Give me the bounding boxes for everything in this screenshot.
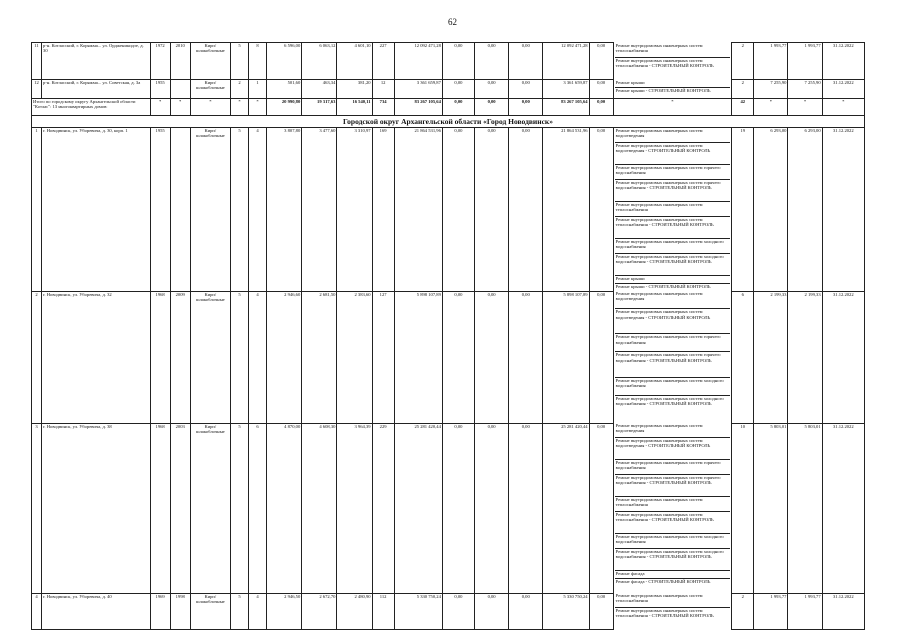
- work-item: Ремонт внутридомовых инженерных систем холодного водоснабжения - СТРОИТЕЛЬНЫЙ КОНТРОЛЬ: [615, 254, 731, 276]
- work-item: Ремонт внутридомовых инженерных систем водоотведения - СТРОИТЕЛЬНЫЙ КОНТРОЛЬ: [615, 309, 731, 334]
- work-item: Ремонт внутридомовых инженерных систем водоотведения - СТРОИТЕЛЬНЫЙ КОНТРОЛЬ: [615, 438, 731, 460]
- cost-total-cell: 12 092 471,28: [394, 43, 442, 80]
- limit-cost-cell: 6 293,00: [788, 128, 822, 292]
- cost-region-cell: 0,00: [475, 423, 509, 593]
- work-item: Ремонт внутридомовых инженерных систем теплоснабжения - СТРОИТЕЛЬНЫЙ КОНТРОЛЬ: [615, 57, 714, 68]
- city-header-text: Городской округ Архангельской области «Город Новодвинск»: [32, 116, 865, 128]
- residents-cell: 169: [372, 128, 394, 292]
- address-cell: р-н. Котласский, г. Коряжма... ул. Советская, д. 3а: [42, 80, 151, 99]
- works-count-cell: 2: [732, 43, 754, 80]
- row-number-cell: 1: [32, 128, 42, 292]
- unit-cost-cell: 1 993,77: [754, 43, 788, 80]
- floors-cell: 2: [230, 80, 248, 99]
- row-number-cell: 12: [32, 80, 42, 99]
- floors-cell: 5: [230, 291, 248, 423]
- city-section-header: [32, 116, 865, 128]
- entrances-cell: 6: [249, 423, 267, 593]
- deadline-cell: 31.12.2022: [822, 423, 864, 593]
- cost-municipal-cell: 0,00: [509, 80, 543, 99]
- works-count-cell: 2: [732, 80, 754, 99]
- build-year-cell: 1968: [150, 423, 170, 593]
- table-row: [32, 423, 865, 593]
- works-list: [613, 43, 732, 80]
- cost-other-cell: 0,00: [589, 43, 613, 80]
- address-cell: г. Новодвинск, ул. Уборевича, д. 38: [42, 423, 151, 593]
- works-count-cell: 6: [732, 291, 754, 423]
- works-list: [613, 291, 732, 423]
- work-item: Ремонт крыши: [615, 276, 731, 284]
- cost-owners-cell: 12 092 471,28: [543, 43, 589, 80]
- premises-area-cell: 4 608,30: [302, 423, 337, 593]
- wall-material-cell: Кирп/ шлакоблочные: [190, 80, 230, 99]
- unit-cost-cell: 5 803,01: [754, 423, 788, 593]
- cost-municipal-cell: 0,00: [509, 128, 543, 292]
- work-item: Ремонт крыши - СТРОИТЕЛЬНЫЙ КОНТРОЛЬ: [615, 284, 711, 289]
- row-number-cell: 2: [32, 291, 42, 423]
- residents-cell: 12: [372, 80, 394, 99]
- residents-cell: 112: [372, 593, 394, 629]
- cost-region-cell: 0,00: [475, 291, 509, 423]
- floors-cell: 5: [230, 128, 248, 292]
- work-item: Ремонт внутридомовых инженерных систем теплоснабжения: [615, 497, 731, 512]
- last-repair-year-cell: [170, 128, 190, 292]
- cost-fund-cell: 0,00: [442, 128, 474, 292]
- residents-cell: 227: [372, 43, 394, 80]
- total-area-cell: 2 946,60: [267, 291, 302, 423]
- entrances-cell: 1: [249, 80, 267, 99]
- limit-cost-cell: 1 993,77: [788, 593, 822, 629]
- unit-cost-cell: 1 993,77: [754, 593, 788, 629]
- cost-fund-cell: 0,00: [442, 423, 474, 593]
- work-item: Ремонт внутридомовых инженерных систем холодного водоснабжения: [615, 534, 731, 549]
- cost-municipal-cell: 0,00: [509, 43, 543, 80]
- cost-fund-cell: 0,00: [442, 291, 474, 423]
- residents-cell: 229: [372, 423, 394, 593]
- works-list: [613, 128, 732, 292]
- wall-material-cell: Кирп/ шлакоблочные: [190, 593, 230, 629]
- work-item: Ремонт внутридомовых инженерных систем водоотведения - СТРОИТЕЛЬНЫЙ КОНТРОЛЬ: [615, 143, 731, 165]
- deadline-cell: 31.12.2022: [822, 80, 864, 99]
- works-list: [613, 80, 732, 99]
- cost-other-cell: 0,00: [589, 80, 613, 99]
- work-item: Ремонт внутридомовых инженерных систем теплоснабжения: [615, 43, 731, 58]
- cost-owners-cell: 21 864 531,96: [543, 128, 589, 292]
- table-row: [32, 291, 865, 423]
- unit-cost-cell: 6 293,00: [754, 128, 788, 292]
- premises-area-cell: 2 681,50: [302, 291, 337, 423]
- wall-material-cell: Кирп/ шлакоблочные: [190, 43, 230, 80]
- cost-fund-cell: 0,00: [442, 80, 474, 99]
- cost-region-cell: 0,00: [475, 80, 509, 99]
- work-item: Ремонт крыши - СТРОИТЕЛЬНЫЙ КОНТРОЛЬ: [615, 88, 711, 93]
- floors-cell: 5: [230, 423, 248, 593]
- last-repair-year-cell: [170, 80, 190, 99]
- limit-cost-cell: 7 255,90: [788, 80, 822, 99]
- total-area-cell: 3 807,80: [267, 128, 302, 292]
- cost-total-cell: 3 361 659,87: [394, 80, 442, 99]
- premises-area-cell: 463,34: [302, 80, 337, 99]
- work-item: Ремонт фасада: [615, 571, 731, 579]
- build-year-cell: 1955: [150, 80, 170, 99]
- wall-material-cell: Кирп/ шлакоблочные: [190, 423, 230, 593]
- residential-area-cell: 2 383,60: [337, 291, 372, 423]
- residential-area-cell: 3 964,39: [337, 423, 372, 593]
- deadline-cell: 31.12.2022: [822, 593, 864, 629]
- residential-area-cell: 381,20: [337, 80, 372, 99]
- last-repair-year-cell: 2009: [170, 291, 190, 423]
- total-area-cell: 2 946,50: [267, 593, 302, 629]
- unit-cost-cell: 2 199,33: [754, 291, 788, 423]
- address-cell: р-н. Котласский, г. Коряжма... ул. Ордженикидзе, д. 30: [42, 43, 151, 80]
- page-number: 62: [448, 17, 457, 27]
- floors-cell: 5: [230, 43, 248, 80]
- work-item: Ремонт внутридомовых инженерных систем горячего водоснабжения - СТРОИТЕЛЬНЫЙ КОНТРОЛЬ: [615, 180, 731, 202]
- total-area-cell: 6 596,00: [267, 43, 302, 80]
- last-repair-year-cell: 2010: [170, 43, 190, 80]
- wall-material-cell: Кирп/ шлакоблочные: [190, 128, 230, 292]
- premises-area-cell: 2 672,70: [302, 593, 337, 629]
- address-cell: г. Новодвинск, ул. Уборевича, д. 30, корп. 1: [42, 128, 151, 292]
- build-year-cell: 1972: [150, 43, 170, 80]
- work-item: Ремонт внутридомовых инженерных систем водоотведения: [615, 128, 731, 143]
- works-count-cell: 2: [732, 593, 754, 629]
- cost-owners-cell: 25 281 420,44: [543, 423, 589, 593]
- work-item: Ремонт внутридомовых инженерных систем горячего водоснабжения - СТРОИТЕЛЬНЫЙ КОНТРОЛЬ: [615, 475, 731, 497]
- cost-owners-cell: 5 330 750,24: [543, 593, 589, 629]
- premises-area-cell: 3 477,60: [302, 128, 337, 292]
- deadline-cell: 31.12.2022: [822, 128, 864, 292]
- work-item: Ремонт внутридомовых инженерных систем горячего водоснабжения: [615, 165, 731, 180]
- work-item: Ремонт внутридомовых инженерных систем теплоснабжения - СТРОИТЕЛЬНЫЙ КОНТРОЛЬ: [615, 217, 731, 239]
- work-item: Ремонт внутридомовых инженерных систем горячего водоснабжения: [615, 460, 731, 475]
- work-item: Ремонт внутридомовых инженерных систем горячего водоснабжения: [615, 334, 731, 352]
- build-year-cell: 1955: [150, 128, 170, 292]
- address-cell: г. Новодвинск, ул. Уборевича, д. 40: [42, 593, 151, 629]
- cost-total-cell: 5 898 107,89: [394, 291, 442, 423]
- residential-area-cell: 2 480,90: [337, 593, 372, 629]
- cost-other-cell: 0,00: [589, 423, 613, 593]
- work-item: Ремонт внутридомовых инженерных систем холодного водоснабжения - СТРОИТЕЛЬНЫЙ КОНТРОЛЬ: [615, 549, 731, 571]
- residents-cell: 127: [372, 291, 394, 423]
- cost-total-cell: 25 281 420,44: [394, 423, 442, 593]
- work-item: Ремонт внутридомовых инженерных систем водоотведения: [615, 423, 731, 438]
- cost-other-cell: 0,00: [589, 291, 613, 423]
- works-count-cell: 19: [732, 128, 754, 292]
- cost-other-cell: 0,00: [589, 593, 613, 629]
- work-item: Ремонт крыши: [615, 80, 731, 89]
- cost-municipal-cell: 0,00: [509, 291, 543, 423]
- table-row: [32, 80, 865, 99]
- limit-cost-cell: 5 803,01: [788, 423, 822, 593]
- row-number-cell: 11: [32, 43, 42, 80]
- entrances-cell: 4: [249, 593, 267, 629]
- total-area-cell: 4 870,00: [267, 423, 302, 593]
- work-item: Ремонт внутридомовых инженерных систем холодного водоснабжения: [615, 378, 731, 396]
- row-number-cell: 4: [32, 593, 42, 629]
- cost-total-cell: 21 864 531,96: [394, 128, 442, 292]
- total-row: Итого по городскому округу Архангельской области "Котлас": 13 многоквартирных домов: * * * * * 20 990,80 19 317,63 16 540,11 734 83 267 105,64 0,00 0,00 0,00 83 267 105,64 0,00 * 42 * * *: [32, 99, 865, 116]
- premises-area-cell: 6 063,12: [302, 43, 337, 80]
- deadline-cell: 31.12.2022: [822, 43, 864, 80]
- table-row: [32, 593, 865, 629]
- works-list: [613, 423, 732, 593]
- unit-cost-cell: 7 255,90: [754, 80, 788, 99]
- cost-owners-cell: 5 898 107,89: [543, 291, 589, 423]
- work-item: Ремонт внутридомовых инженерных систем теплоснабжения: [615, 202, 731, 217]
- row-number-cell: 3: [32, 423, 42, 593]
- cost-municipal-cell: 0,00: [509, 593, 543, 629]
- residential-area-cell: 3 310,97: [337, 128, 372, 292]
- works-count-cell: 10: [732, 423, 754, 593]
- work-item: Ремонт фасада - СТРОИТЕЛЬНЫЙ КОНТРОЛЬ: [615, 579, 711, 584]
- build-year-cell: 1968: [150, 291, 170, 423]
- address-cell: г. Новодвинск, ул. Уборевича, д. 32: [42, 291, 151, 423]
- last-repair-year-cell: 1998: [170, 593, 190, 629]
- residential-area-cell: 4 601,10: [337, 43, 372, 80]
- work-item: Ремонт внутридомовых инженерных систем теплоснабжения - СТРОИТЕЛЬНЫЙ КОНТРОЛЬ: [615, 512, 731, 534]
- cost-region-cell: 0,00: [475, 43, 509, 80]
- build-year-cell: 1969: [150, 593, 170, 629]
- total-label: Итого по городскому округу Архангельской области "Котлас": 13 многоквартирных домов:: [32, 99, 151, 116]
- cost-other-cell: 0,00: [589, 128, 613, 292]
- work-item: Ремонт внутридомовых инженерных систем холодного водоснабжения - СТРОИТЕЛЬНЫЙ КОНТРОЛЬ: [615, 395, 724, 407]
- work-item: Ремонт внутридомовых инженерных систем горячего водоснабжения - СТРОИТЕЛЬНЫЙ КОНТРОЛЬ: [615, 352, 731, 377]
- cost-fund-cell: 0,00: [442, 593, 474, 629]
- entrances-cell: 8: [249, 43, 267, 80]
- limit-cost-cell: 2 199,33: [788, 291, 822, 423]
- work-item: Ремонт внутридомовых инженерных систем теплоснабжения - СТРОИТЕЛЬНЫЙ КОНТРОЛЬ: [615, 608, 714, 619]
- work-item: Ремонт внутридомовых инженерных систем теплоснабжения: [615, 593, 731, 608]
- floors-cell: 5: [230, 593, 248, 629]
- last-repair-year-cell: 2003: [170, 423, 190, 593]
- wall-material-cell: Кирп/ шлакоблочные: [190, 291, 230, 423]
- table-row: [32, 43, 865, 80]
- cost-fund-cell: 0,00: [442, 43, 474, 80]
- entrances-cell: 4: [249, 128, 267, 292]
- cost-owners-cell: 3 361 659,87: [543, 80, 589, 99]
- limit-cost-cell: 1 993,77: [788, 43, 822, 80]
- total-area-cell: 501,60: [267, 80, 302, 99]
- work-item: Ремонт внутридомовых инженерных систем водоотведения: [615, 291, 731, 309]
- works-list: [613, 593, 732, 629]
- capital-repair-table: [31, 42, 865, 630]
- entrances-cell: 4: [249, 291, 267, 423]
- cost-municipal-cell: 0,00: [509, 423, 543, 593]
- table-row: [32, 128, 865, 292]
- deadline-cell: 31.12.2022: [822, 291, 864, 423]
- cost-region-cell: 0,00: [475, 593, 509, 629]
- cost-total-cell: 5 330 750,24: [394, 593, 442, 629]
- work-item: Ремонт внутридомовых инженерных систем холодного водоснабжения: [615, 239, 731, 254]
- cost-region-cell: 0,00: [475, 128, 509, 292]
